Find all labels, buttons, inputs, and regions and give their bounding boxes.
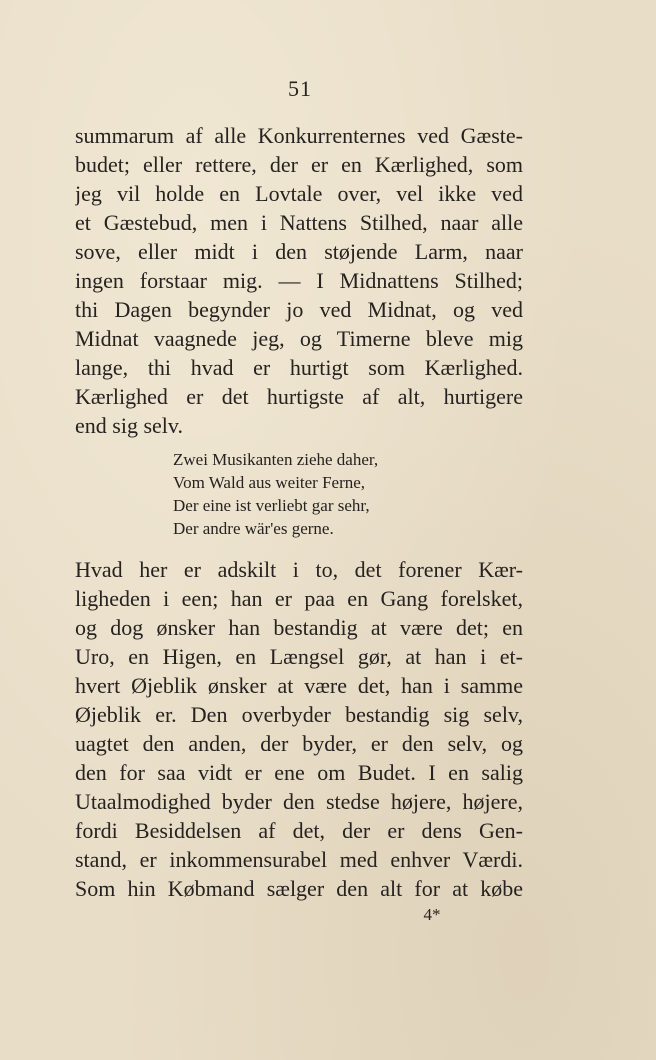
text-line: og dog ønsker han bestandig at være det; en xyxy=(75,615,523,640)
text-line: Som hin Købmand sælger den alt for at købe xyxy=(75,876,523,901)
text-line: Uro, en Higen, en Længsel gør, at han i et- xyxy=(75,644,523,669)
verse-quote xyxy=(173,448,473,540)
text-line: ligheden i een; han er paa en Gang forelsket, xyxy=(75,586,523,611)
text-line: et Gæstebud, men i Nattens Stilhed, naar alle xyxy=(75,210,523,235)
text-line: Hvad her er adskilt i to, det forener Kær- xyxy=(75,557,523,582)
text-line: summarum af alle Konkurrenternes ved Gæste- xyxy=(75,123,523,148)
text-line: fordi Besiddelsen af det, der er dens Gen- xyxy=(75,818,523,843)
page-number: 51 xyxy=(288,76,312,101)
text-line: Utaalmodighed byder den stedse højere, højere, xyxy=(75,789,523,814)
text-line: jeg vil holde en Lovtale over, vel ikke ved xyxy=(75,181,523,206)
text-line: thi Dagen begynder jo ved Midnat, og ved xyxy=(75,297,523,322)
text-line: sove, eller midt i den støjende Larm, naar xyxy=(75,239,523,264)
paragraph-1 xyxy=(75,121,523,440)
verse-line: Zwei Musikanten ziehe daher, xyxy=(173,450,379,469)
paragraph-2 xyxy=(75,555,523,903)
text-line: uagtet den anden, der byder, er den selv, og xyxy=(75,731,523,756)
verse-line: Der andre wär'es gerne. xyxy=(173,519,334,538)
text-line: end sig selv. xyxy=(75,413,183,438)
text-line: hvert Øjeblik ønsker at være det, han i samme xyxy=(75,673,523,698)
text-line: lange, thi hvad er hurtigt som Kærlighed. xyxy=(75,355,523,380)
text-line: Kærlighed er det hurtigste af alt, hurtigere xyxy=(75,384,523,409)
text-line: ingen forstaar mig. — I Midnattens Stilhed; xyxy=(75,268,523,293)
text-line: stand, er inkommensurabel med enhver Værdi. xyxy=(75,847,523,872)
signature-mark: 4* xyxy=(423,905,441,924)
verse-line: Vom Wald aus weiter Ferne, xyxy=(173,473,366,492)
text-line: Øjeblik er. Den overbyder bestandig sig selv, xyxy=(75,702,523,727)
text-line: Midnat vaagnede jeg, og Timerne bleve mig xyxy=(75,326,523,351)
text-line: den for saa vidt er ene om Budet. I en salig xyxy=(75,760,523,785)
verse-line: Der eine ist verliebt gar sehr, xyxy=(173,496,370,515)
text-line: budet; eller rettere, der er en Kærlighed, som xyxy=(75,152,523,177)
